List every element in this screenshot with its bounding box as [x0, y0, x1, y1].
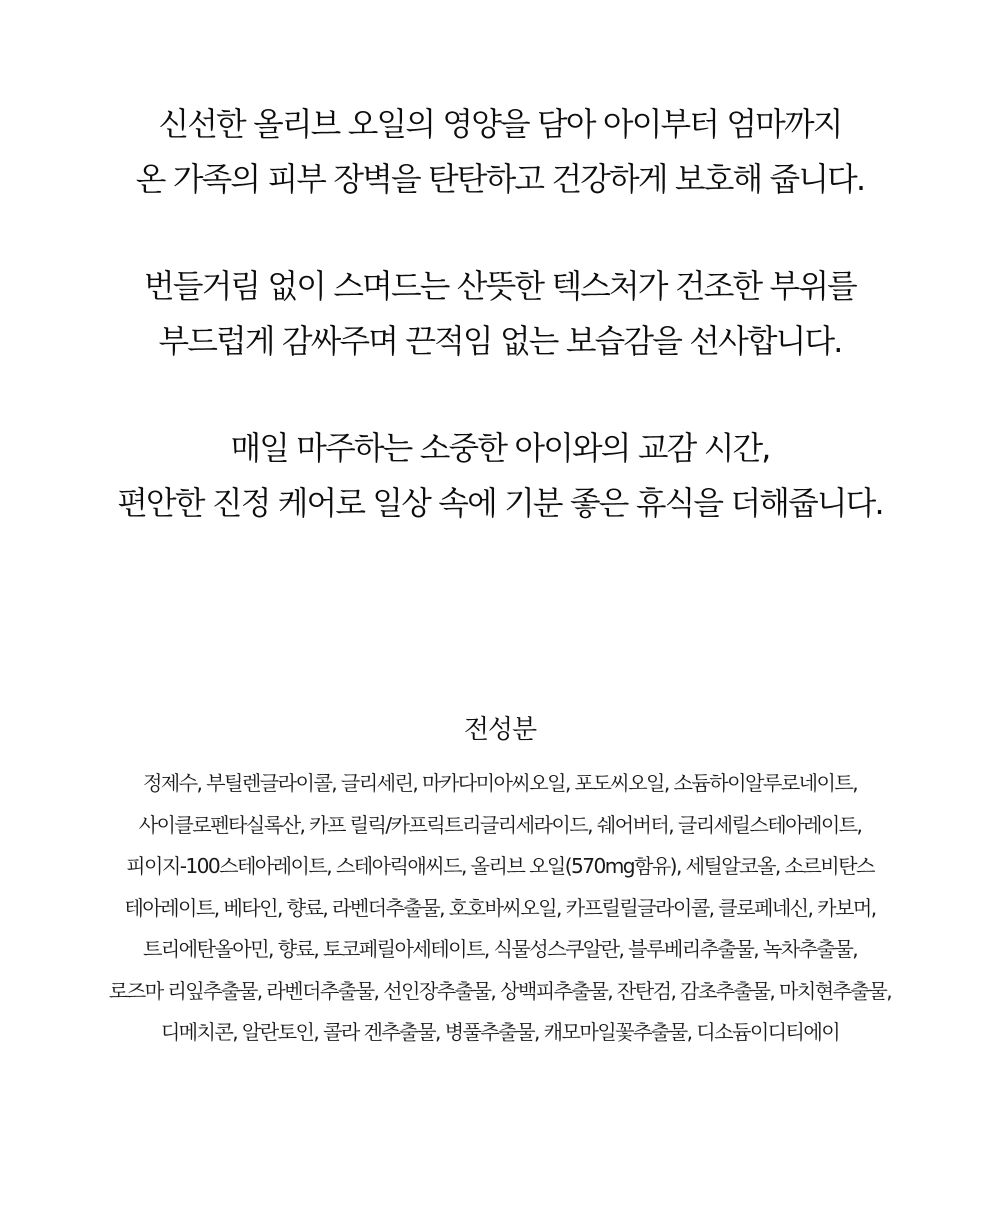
ingredients-line: 사이클로펜타실록산, 카프 릴릭/카프릭트리글리세라이드, 쉐어버터, 글리세릴스테아레이트, — [138, 812, 862, 837]
description-line: 온 가족의 피부 장벽을 탄탄하고 건강하게 보호해 줍니다. — [135, 162, 865, 198]
description-line: 신선한 올리브 오일의 영양을 담아 아이부터 엄마까지 — [158, 107, 842, 143]
product-description — [0, 98, 1000, 584]
ingredients-line: 정제수, 부틸렌글라이콜, 글리세린, 마카다미아씨오일, 포도씨오일, 소듐하이알루로네이트, — [142, 771, 858, 795]
ingredients-line: 디메치콘, 알란토인, 콜라 겐추출물, 병풀추출물, 캐모마일꽃추출물, 디소듐이디티에이 — [160, 1020, 840, 1044]
ingredients-line: 테아레이트, 베타인, 향료, 라벤더추출물, 호호바씨오일, 카프릴릴글라이콜, 클로페네신, 카보머, — [124, 895, 876, 920]
description-paragraph-2 — [0, 260, 1000, 370]
ingredients-line: 트리에탄올아민, 향료, 토코페릴아세테이트, 식물성스쿠알란, 블루베리추출물, 녹차추출물, — [142, 937, 858, 961]
ingredients-line: 피이지-100스테아레이트, 스테아릭애씨드, 올리브 오일(570mg함유), 세틸알코올, 소르비탄스 — [126, 854, 874, 878]
ingredients-section — [0, 708, 1000, 1054]
description-line: 부드럽게 감싸주며 끈적임 없는 보습감을 선사합니다. — [158, 324, 842, 360]
description-paragraph-3 — [0, 422, 1000, 532]
description-line: 번들거림 없이 스며드는 산뜻한 텍스처가 건조한 부위를 — [144, 269, 856, 305]
ingredients-line: 로즈마 리잎추출물, 라벤더추출물, 선인장추출물, 상백피추출물, 잔탄검, 감초추출물, 마치현추출물, — [108, 978, 892, 1003]
description-line: 편안한 진정 케어로 일상 속에 기분 좋은 휴식을 더해줍니다. — [117, 486, 883, 522]
ingredients-title: 전성분 — [463, 715, 537, 745]
description-paragraph-1 — [0, 98, 1000, 208]
description-line: 매일 마주하는 소중한 아이와의 교감 시간, — [230, 431, 770, 467]
